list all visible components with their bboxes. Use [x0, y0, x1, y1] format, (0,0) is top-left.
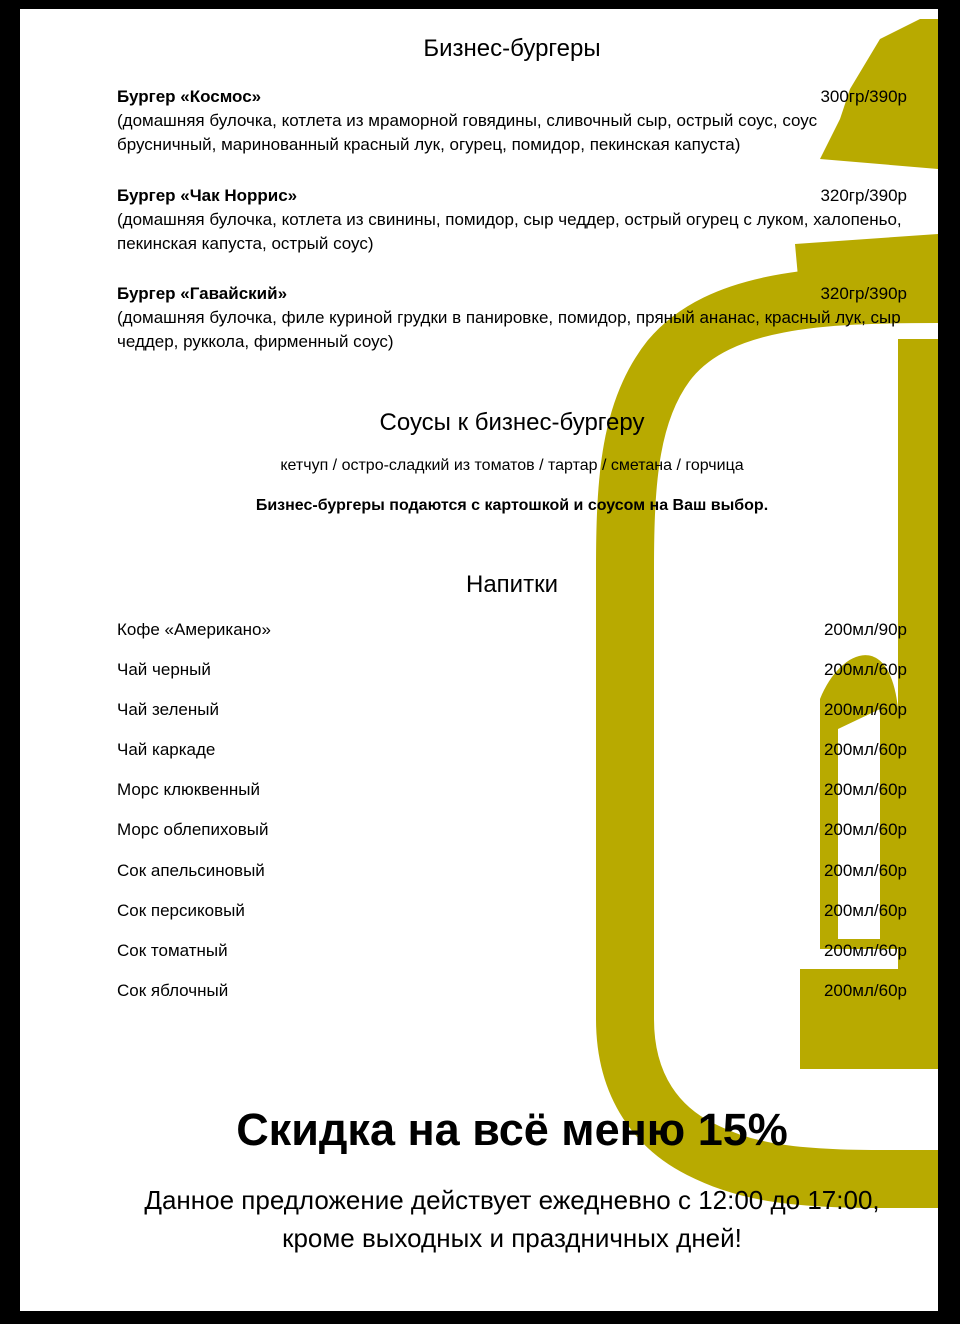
list-item	[117, 899, 907, 939]
drink-price: 200мл/60р	[823, 940, 907, 960]
drink-price: 200мл/60р	[823, 860, 907, 880]
drink-name: Сок персиковый	[117, 900, 245, 920]
list-item	[117, 818, 907, 858]
list-item	[117, 698, 907, 738]
promo-title: Скидка на всё меню 15%	[236, 1104, 788, 1155]
drink-price: 200мл/60р	[823, 740, 907, 760]
menu-item-name: Бургер «Чак Норрис»	[117, 186, 298, 205]
drink-price: 200мл/90р	[823, 620, 907, 639]
menu-item-burger-gavaiskiy	[117, 282, 907, 354]
sauces-list: кетчуп / остро-сладкий из томатов / тартар / сметана / горчица	[280, 457, 744, 474]
drink-name: Сок томатный	[117, 940, 228, 960]
menu-item-name: Бургер «Космос»	[117, 87, 262, 106]
list-item	[117, 859, 907, 899]
drink-price: 200мл/60р	[823, 980, 907, 1000]
sauces-title: Соусы к бизнес-бургеру	[379, 409, 645, 436]
promo-text: Данное предложение действует ежедневно с 12:00 до 17:00, кроме выходных и праздничных дней!	[144, 1185, 880, 1253]
list-item	[117, 778, 907, 818]
menu-item-description: (домашняя булочка, котлета из свинины, помидор, сыр чеддер, острый огурец с луком, халопеньо, пекинская капуста, острый соус)	[117, 210, 902, 253]
drink-price: 200мл/60р	[823, 660, 907, 680]
drink-price: 200мл/60р	[823, 820, 907, 840]
list-item	[117, 658, 907, 698]
drink-name: Сок апельсиновый	[117, 860, 265, 880]
drink-name: Кофе «Американо»	[117, 620, 271, 639]
burgers-title: Бизнес-бургеры	[423, 35, 601, 62]
menu-item-description: (домашняя булочка, котлета из мраморной говядины, сливочный сыр, острый соус, соус брусничный, маринованный красный лук, огурец, помидор, пекинская капуста)	[117, 111, 818, 154]
drink-price: 200мл/60р	[823, 900, 907, 920]
list-item	[117, 738, 907, 778]
list-item	[117, 939, 907, 979]
drink-price: 200мл/60р	[823, 780, 907, 800]
menu-page	[20, 9, 938, 1311]
list-item	[117, 979, 907, 1019]
menu-item-price: 320гр/390р	[820, 284, 907, 303]
menu-item-price: 320гр/390р	[820, 186, 907, 205]
menu-item-burger-chak-norris	[117, 184, 907, 256]
drinks-list	[117, 618, 907, 1019]
menu-item-burger-kosmos	[117, 85, 907, 157]
menu-item-name: Бургер «Гавайский»	[117, 284, 288, 303]
drinks-title: Напитки	[466, 571, 558, 598]
drink-name: Чай черный	[117, 660, 211, 680]
drink-name: Морс клюквенный	[117, 780, 261, 800]
serving-note: Бизнес-бургеры подаются с картошкой и соусом на Ваш выбор.	[255, 497, 769, 514]
menu-item-price: 300гр/390р	[820, 87, 907, 106]
drink-name: Сок яблочный	[117, 980, 229, 1000]
drink-name: Морс облепиховый	[117, 820, 269, 840]
list-item	[117, 618, 907, 658]
drink-price: 200мл/60р	[823, 700, 907, 720]
menu-item-description: (домашняя булочка, филе куриной грудки в панировке, помидор, пряный ананас, красный лук, сыр чеддер, руккола, фирменный соус)	[117, 308, 901, 351]
drink-name: Чай зеленый	[117, 700, 219, 720]
drink-name: Чай каркаде	[117, 740, 216, 760]
